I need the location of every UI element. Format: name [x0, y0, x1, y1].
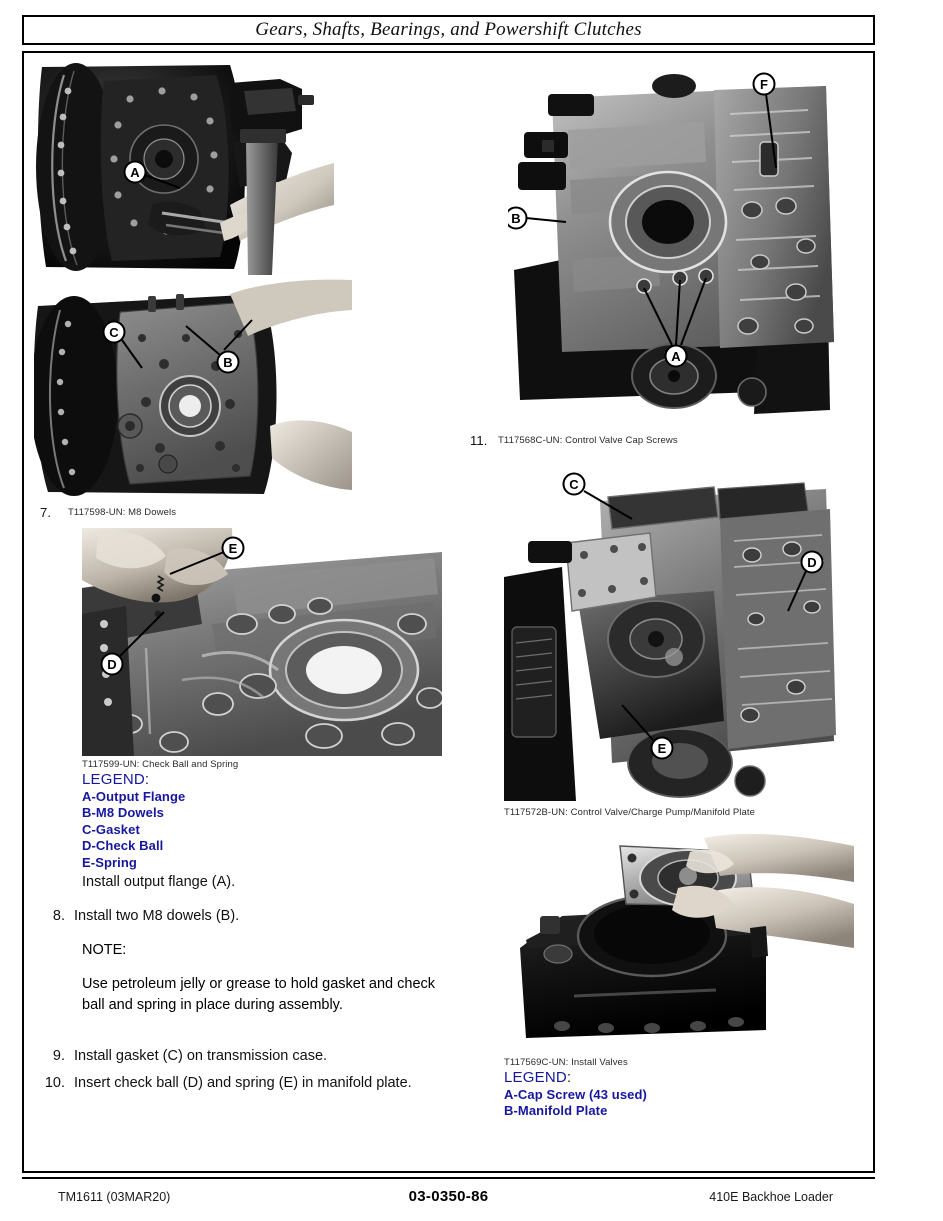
figure-m8-dowels: [34, 276, 454, 501]
footer-machine: 410E Backhoe Loader: [709, 1190, 833, 1204]
legend-item-a: A-Output Flange: [82, 788, 186, 804]
svg-text:C: C: [109, 325, 119, 340]
step-8: [34, 906, 454, 926]
caption-step-number-11: 11.: [470, 433, 488, 448]
figure-check-ball-spring-image: [82, 528, 442, 756]
step-10: [34, 1073, 454, 1093]
figure-output-flange: [34, 55, 454, 280]
figure-m8-dowels-image: [34, 276, 354, 501]
step-9-number: 9.: [52, 1047, 65, 1064]
svg-text:D: D: [807, 555, 817, 571]
figure-control-valve-cap-screws: [508, 70, 872, 425]
legend-item-c: C-Gasket: [82, 821, 140, 837]
left-column: [34, 55, 454, 1093]
left-legend-block: [82, 759, 454, 892]
caption-label-11: T117568C-UN: Control Valve Cap Screws: [498, 435, 678, 446]
page-header: [22, 15, 875, 45]
caption-install-valves: T117569C-UN: Install Valves: [504, 1057, 628, 1069]
content-frame: [22, 51, 875, 1173]
step-9: [34, 1046, 454, 1066]
legend-item-cap-screw: A-Cap Screw (43 used): [504, 1086, 647, 1102]
right-column: [464, 55, 872, 1120]
svg-text:F: F: [760, 77, 768, 92]
legend-title-left: LEGEND:: [82, 771, 150, 789]
content-bottom-rule: [22, 1177, 875, 1179]
figure-install-valves: [504, 830, 872, 1055]
step-10-text: Insert check ball (D) and spring (E) in manifold plate.: [74, 1074, 412, 1091]
page-footer: [22, 1188, 875, 1205]
figure-control-valve-cap-screws-image: [508, 70, 868, 425]
caption-step-number: 7.: [40, 505, 52, 520]
footer-page-number: 03-0350-86: [408, 1188, 489, 1205]
svg-text:D: D: [107, 657, 117, 673]
svg-text:A: A: [130, 165, 140, 180]
caption-check-ball-spring: T117599-UN: Check Ball and Spring: [82, 759, 239, 771]
svg-text:C: C: [569, 477, 579, 493]
instruction-install-output-flange: Install output flange (A).: [82, 873, 236, 890]
figure-check-ball-spring: [82, 528, 454, 756]
caption-label: T117598-UN: M8 Dowels: [68, 507, 177, 518]
right-legend-block: [504, 1057, 872, 1120]
step-8-number: 8.: [52, 908, 65, 925]
page-title: Gears, Shafts, Bearings, and Powershift Clutches: [255, 19, 642, 40]
step-8-text: Install two M8 dowels (B).: [74, 908, 240, 925]
step-10-number: 10.: [44, 1074, 65, 1091]
figure-control-valve-assembly-image: [504, 471, 854, 801]
caption-m8-dowels: [34, 505, 454, 521]
svg-text:E: E: [228, 541, 238, 557]
svg-text:B: B: [223, 355, 233, 370]
svg-text:E: E: [657, 741, 667, 757]
note-text: Use petroleum jelly or grease to hold gasket and check ball and spring in place during assembly.: [82, 976, 436, 1014]
legend-item-b: B-M8 Dowels: [82, 805, 165, 821]
caption-control-valve-cap-screws: [464, 433, 872, 449]
note-label: NOTE:: [82, 942, 127, 959]
legend-item-d: D-Check Ball: [82, 838, 164, 854]
figure-install-valves-image: [504, 830, 854, 1055]
svg-text:B: B: [511, 211, 521, 226]
svg-text:A: A: [671, 349, 681, 364]
legend-title-right: LEGEND:: [504, 1069, 572, 1087]
legend-item-manifold-plate: B-Manifold Plate: [504, 1103, 608, 1119]
step-9-text: Install gasket (C) on transmission case.: [74, 1047, 328, 1064]
figure-control-valve-assembly: [504, 471, 872, 801]
caption-control-valve-assembly: T117572B-UN: Control Valve/Charge Pump/Manifold Plate: [504, 807, 756, 819]
legend-item-e: E-Spring: [82, 855, 137, 870]
footer-manual-id: TM1611 (03MAR20): [58, 1190, 171, 1204]
figure-output-flange-image: [34, 55, 334, 280]
